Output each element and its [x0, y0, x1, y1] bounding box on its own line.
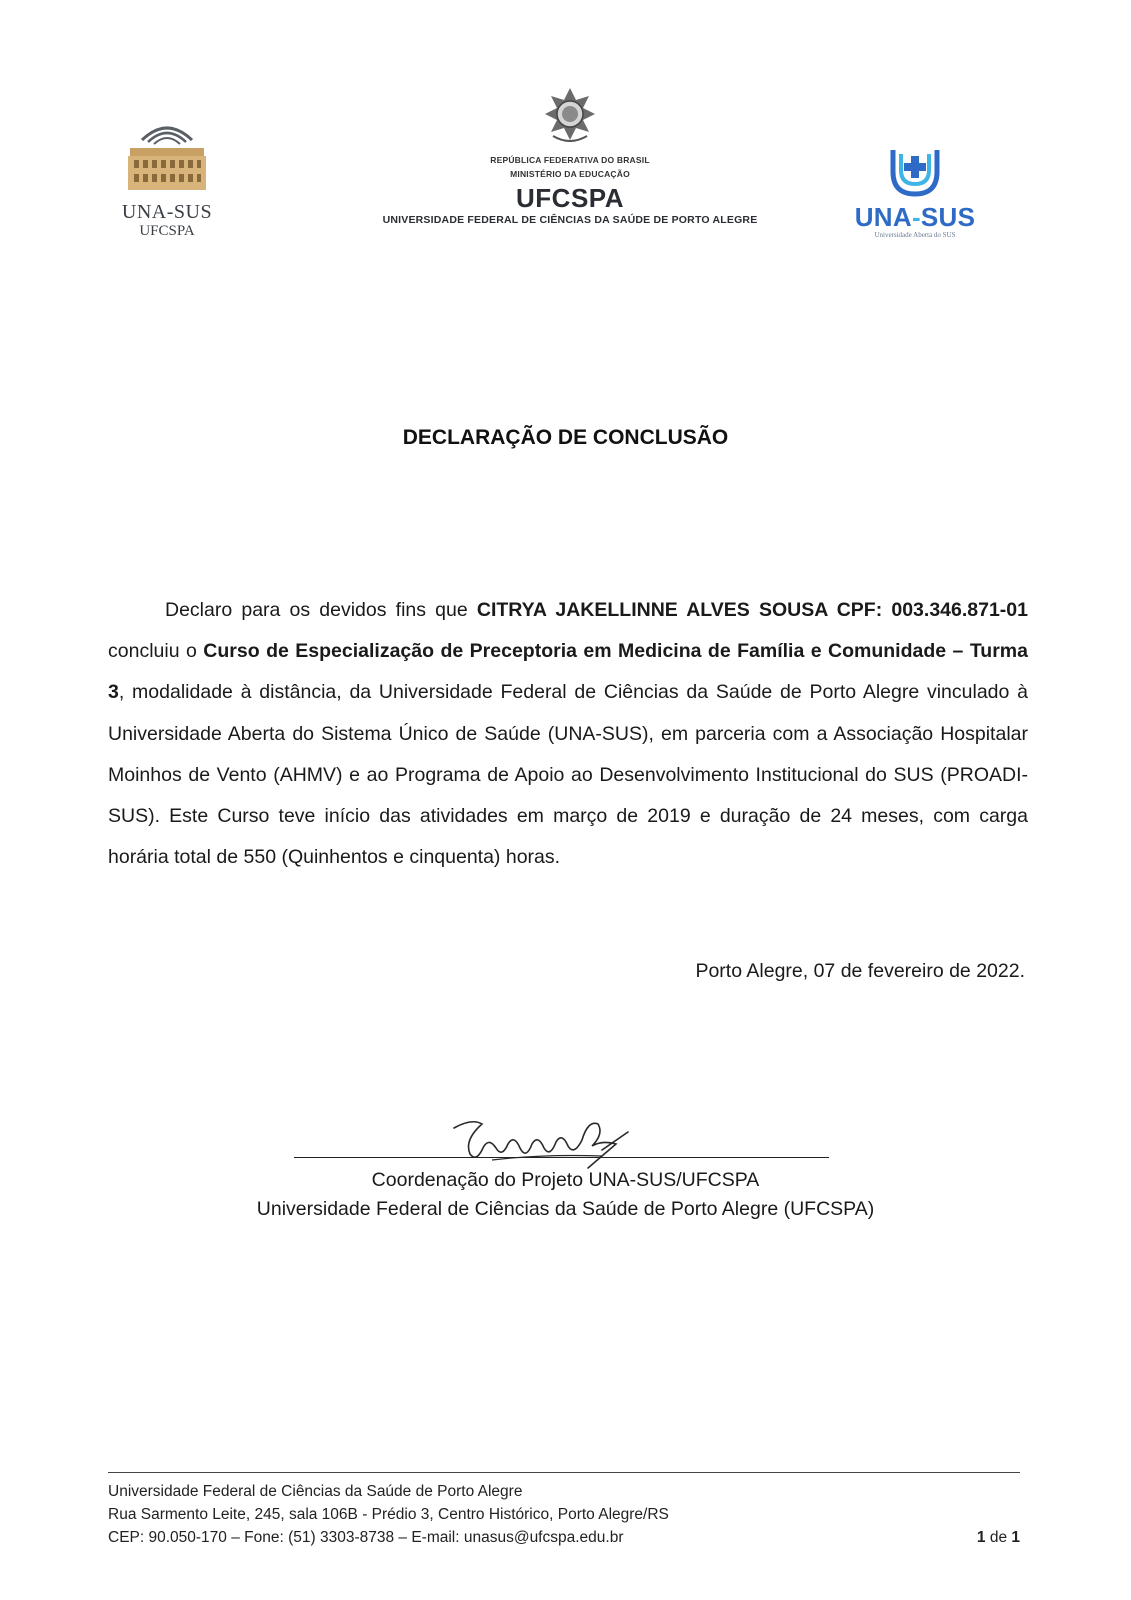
- body-details: , modalidade à distância, da Universidade Federal de Ciências da Saúde de Porto Alegre vinculado à Universidade Aberta do Sistema Único de Saúde (UNA-SUS), em parceria com a Associação Hospitalar Moinhos de Vento (AHMV) e ao Programa de Apoio ao Desenvolvimento Institucional do SUS (PROADI-SUS). Este Curso teve início das atividades em março de 2019 e duração de 24 meses, com carga horária total de 550 (Quinhentos e cinquenta) horas.: [108, 681, 1028, 869]
- una-sus-subtitle: Universidade Aberta do SUS: [874, 231, 956, 239]
- course-name: Curso de Especialização de Preceptoria em Medicina de Família e Comunidade – Turma 3: [108, 640, 1028, 704]
- ministry-label: MINISTÉRIO DA EDUCAÇÃO: [510, 169, 630, 179]
- una-sus-ufcspa-logo: [112, 118, 222, 239]
- republic-label: REPÚBLICA FEDERATIVA DO BRASIL: [490, 155, 650, 165]
- page-current: 1: [976, 1529, 986, 1546]
- declaration-paragraph: [108, 590, 1028, 878]
- footer-contact: CEP: 90.050-170 – Fone: (51) 3303-8738 – E-mail: unasus@ufcspa.edu.br: [108, 1529, 624, 1546]
- una-sus-logo: [850, 146, 980, 239]
- una-sus-dot: -: [911, 202, 921, 232]
- brazil-coat-of-arms-icon: [543, 86, 597, 146]
- document-title: DECLARAÇÃO DE CONCLUSÃO: [402, 426, 729, 449]
- ufcspa-acronym: UFCSPA: [516, 183, 624, 213]
- body-concluded: concluiu o: [108, 640, 204, 663]
- una-sus-wordmark: [850, 203, 980, 231]
- footer-contact-row: [108, 1526, 1020, 1549]
- declaration-body: [108, 590, 1028, 878]
- una-sus-cross-icon: [887, 146, 943, 198]
- footer-institution: Universidade Federal de Ciências da Saúde de Porto Alegre: [108, 1483, 523, 1500]
- footer-divider: [108, 1472, 1020, 1473]
- una-word: UNA: [854, 202, 912, 232]
- ufcspa-building-icon: [112, 118, 222, 194]
- left-logo-line2: UFCSPA: [139, 223, 195, 239]
- footer-address: Rua Sarmento Leite, 245, sala 106B - Prédio 3, Centro Histórico, Porto Alegre/RS: [108, 1506, 669, 1523]
- page-total: 1: [1011, 1529, 1020, 1546]
- ufcspa-logo: [370, 86, 770, 236]
- ufcspa-full-name: UNIVERSIDADE FEDERAL DE CIÊNCIAS DA SAÚDE DE PORTO ALEGRE: [382, 214, 758, 226]
- page-number: [977, 1526, 1020, 1549]
- sus-word: SUS: [920, 202, 976, 232]
- signature-organization: Universidade Federal de Ciências da Saúde de Porto Alegre (UFCSPA): [256, 1198, 875, 1220]
- body-intro: Declaro para os devidos fins que: [165, 599, 477, 621]
- signature-line: [294, 1157, 829, 1158]
- student-name-cpf: CITRYA JAKELLINNE ALVES SOUSA CPF: 003.346.871-01: [476, 599, 1028, 621]
- signature-role: Coordenação do Projeto UNA-SUS/UFCSPA: [371, 1169, 760, 1191]
- page-footer: [108, 1480, 1020, 1549]
- page-separator: de: [985, 1529, 1012, 1546]
- left-logo-line1: UNA-SUS: [121, 201, 213, 223]
- place-date: Porto Alegre, 07 de fevereiro de 2022.: [695, 960, 1025, 982]
